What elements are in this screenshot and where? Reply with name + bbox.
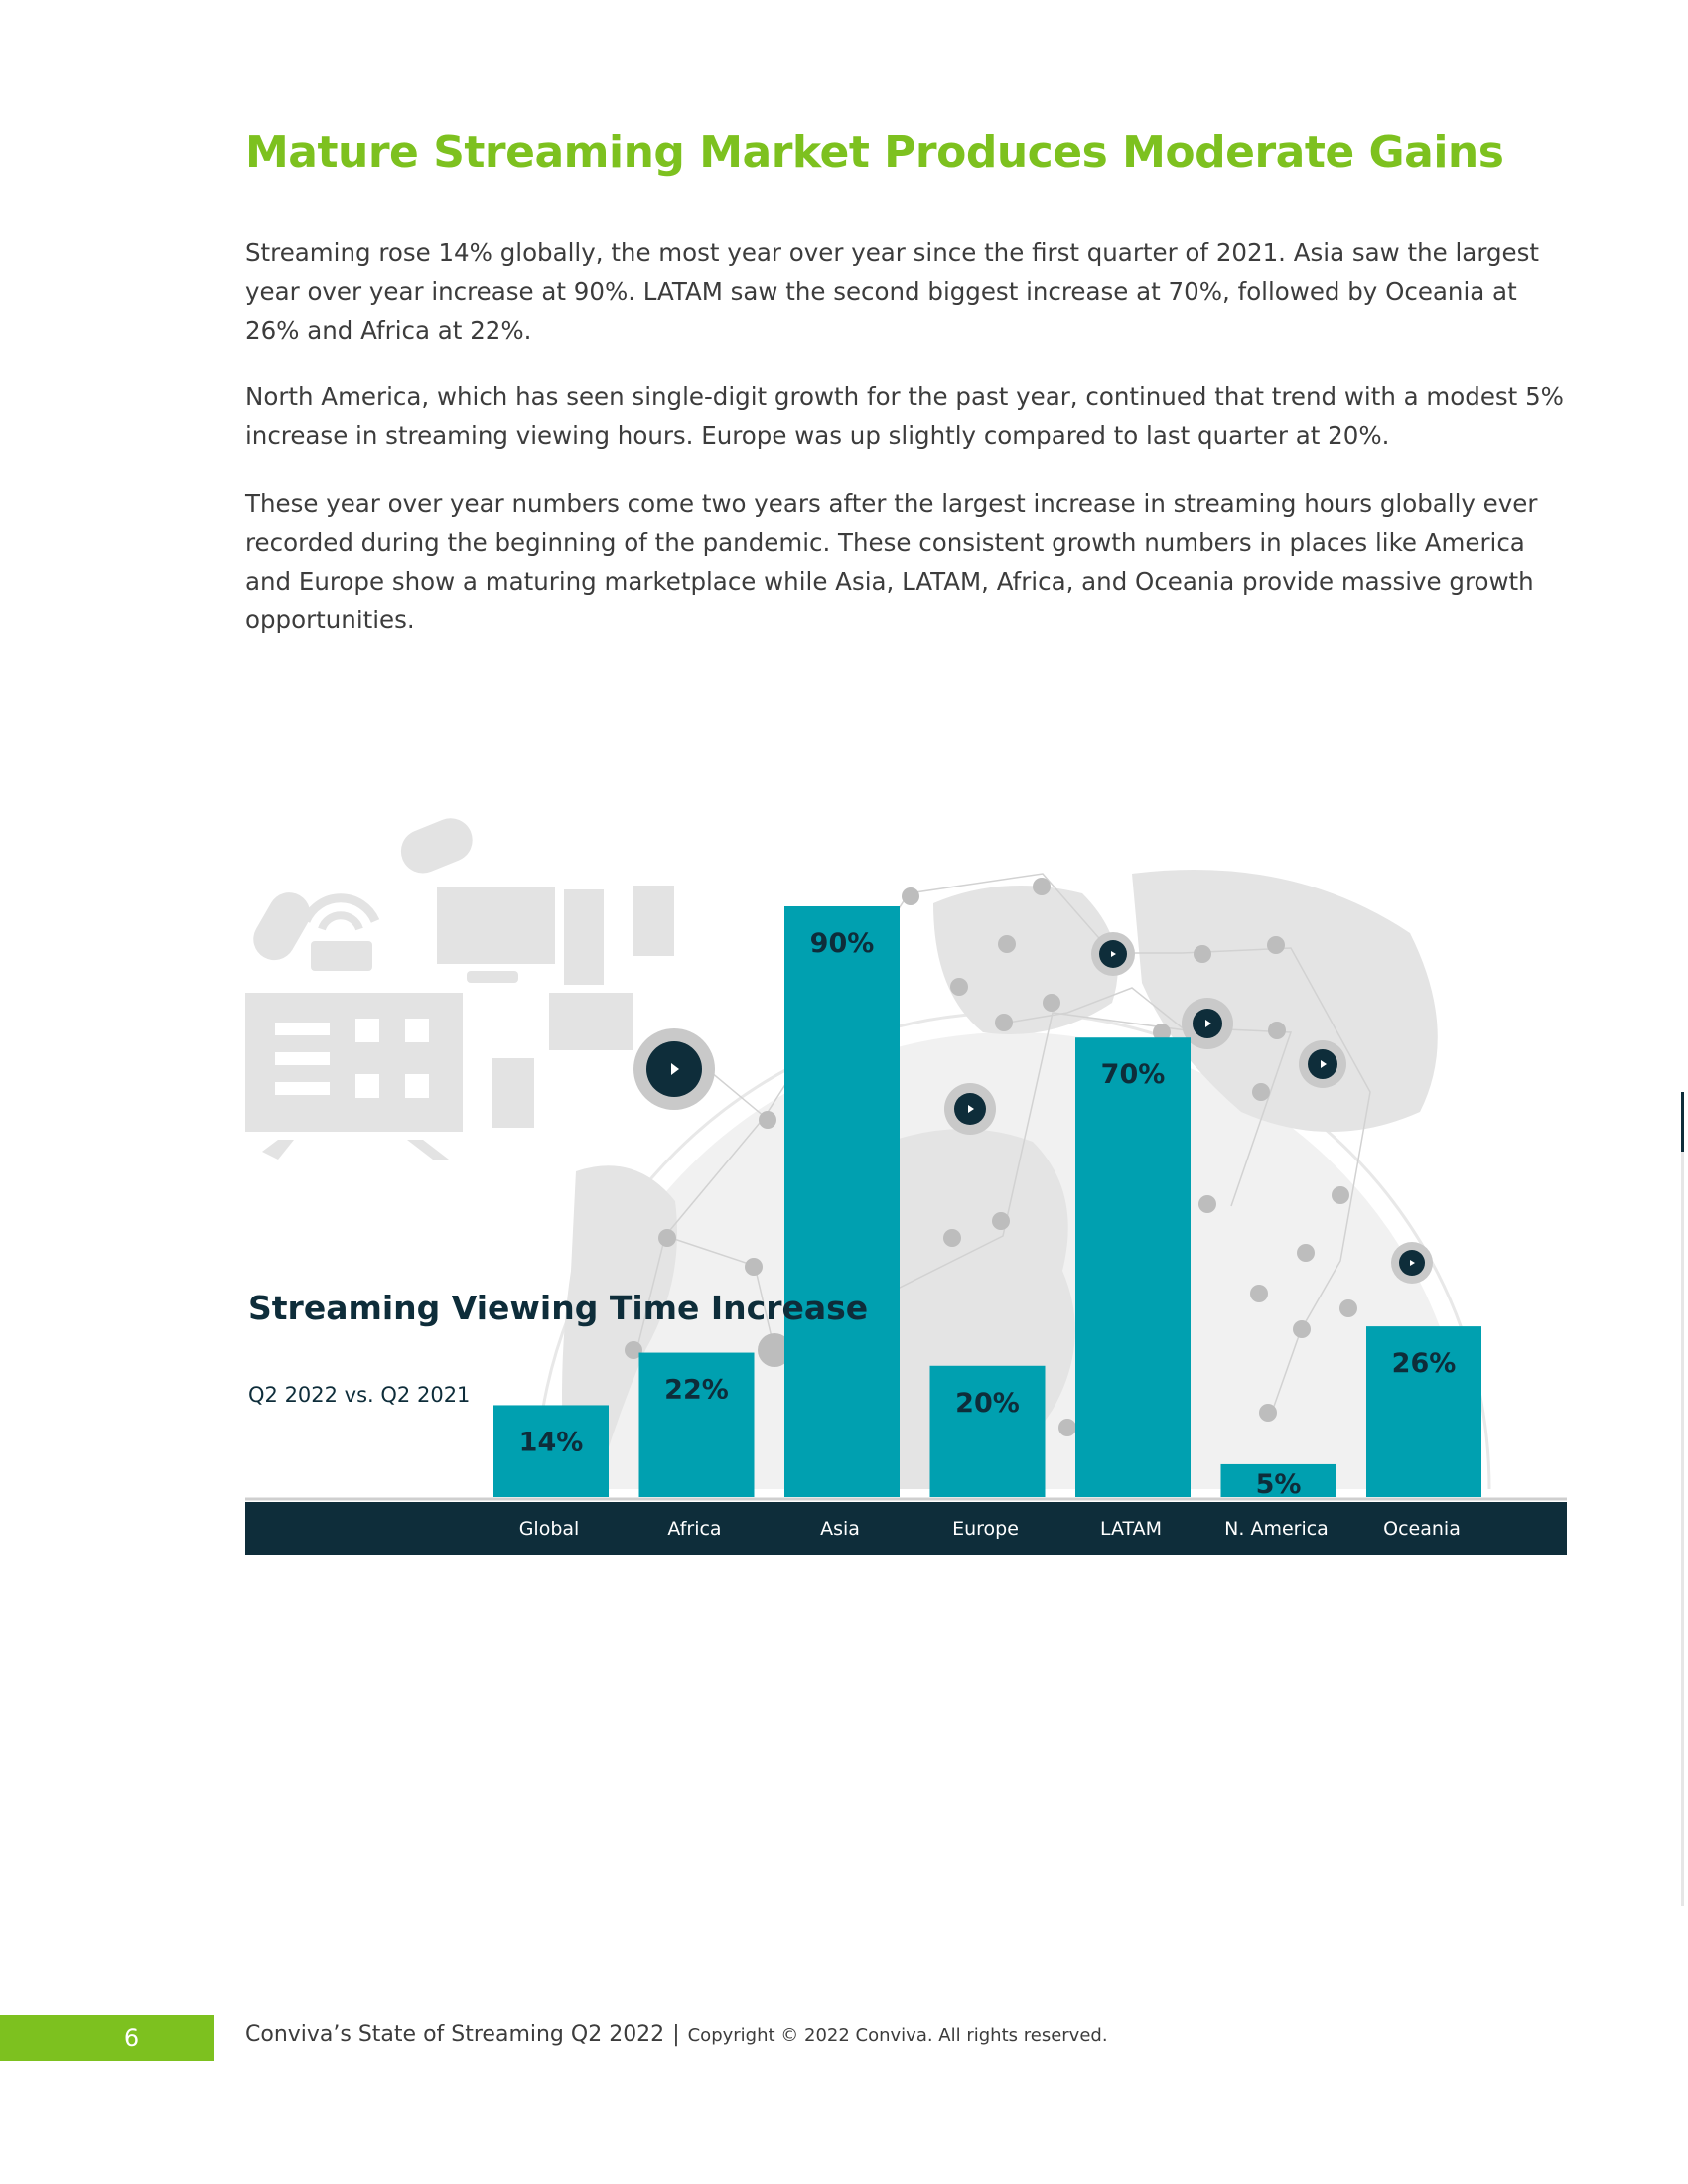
value-label-oceania: 26% [1391, 1348, 1457, 1380]
side-rule-marker [1681, 1092, 1684, 1152]
game-controller-icon [246, 885, 318, 967]
x-tick-label-oceania: Oceania [1383, 1518, 1461, 1540]
page-number: 6 [123, 2024, 140, 2052]
game-controller-icon [394, 812, 479, 881]
x-axis-band [245, 1502, 1567, 1555]
tablet-icon [633, 886, 674, 956]
value-label-europe: 20% [955, 1387, 1020, 1419]
x-tick-label-global: Global [518, 1518, 580, 1540]
tv-grid-icon [245, 993, 463, 1160]
laptop-icon [549, 993, 633, 1050]
footer-separator: | [672, 2022, 680, 2047]
x-tick-label-europe: Europe [952, 1518, 1019, 1540]
value-label-africa: 22% [664, 1374, 729, 1406]
monitor-icon [437, 887, 555, 964]
value-label-global: 14% [518, 1427, 584, 1458]
wifi-router-icon [306, 898, 375, 971]
bar-europe [930, 1366, 1046, 1497]
north-america-paragraph: North America, which has seen single-digit growth for the past year, continued that trend with a modest 5% increase in streaming viewing hours. Europe was up slightly compared to last quarter at 20%. [245, 382, 1564, 450]
x-tick-label-africa: Africa [667, 1518, 722, 1540]
side-rule [1681, 1092, 1684, 1906]
bar-asia [784, 906, 900, 1497]
value-label-latam: 70% [1100, 1059, 1166, 1091]
footer-publication: Conviva’s State of Streaming Q2 2022 [245, 2022, 665, 2047]
tower-icon [564, 889, 604, 985]
x-tick-label-n-america: N. America [1224, 1518, 1329, 1540]
footer-copyright: Copyright © 2022 Conviva. All rights reserved. [687, 2025, 1108, 2046]
device-icons [245, 812, 674, 1160]
chart-subtitle: Q2 2022 vs. Q2 2021 [248, 1383, 471, 1407]
value-label-asia: 90% [809, 928, 875, 959]
value-label-n-america: 5% [1255, 1469, 1302, 1500]
bar-latam [1075, 1037, 1191, 1497]
chart-title: Streaming Viewing Time Increase [248, 1289, 869, 1327]
x-tick-label-asia: Asia [820, 1518, 860, 1540]
page-title: Mature Streaming Market Produces Moderate Gains [245, 127, 1504, 178]
continent-shape-europe [933, 886, 1118, 1034]
intro-paragraph: Streaming rose 14% globally, the most year over year since the first quarter of 2021. Asia saw the largest year over year increase at 90%. LATAM saw the second biggest increase at 70%, followed by Oceania at 26% and Africa at 22%. [245, 238, 1539, 344]
footer [245, 2022, 1108, 2047]
growth-paragraph: These year over year numbers come two years after the largest increase in streaming hours globally ever recorded during the beginning of the pandemic. These consistent growth numbers in places like America and Europe show a maturing marketplace while Asia, LATAM, Africa, and Oceania provide massive growth opportunities. [245, 489, 1538, 634]
phone-icon [492, 1058, 534, 1128]
x-tick-label-latam: LATAM [1099, 1518, 1163, 1540]
